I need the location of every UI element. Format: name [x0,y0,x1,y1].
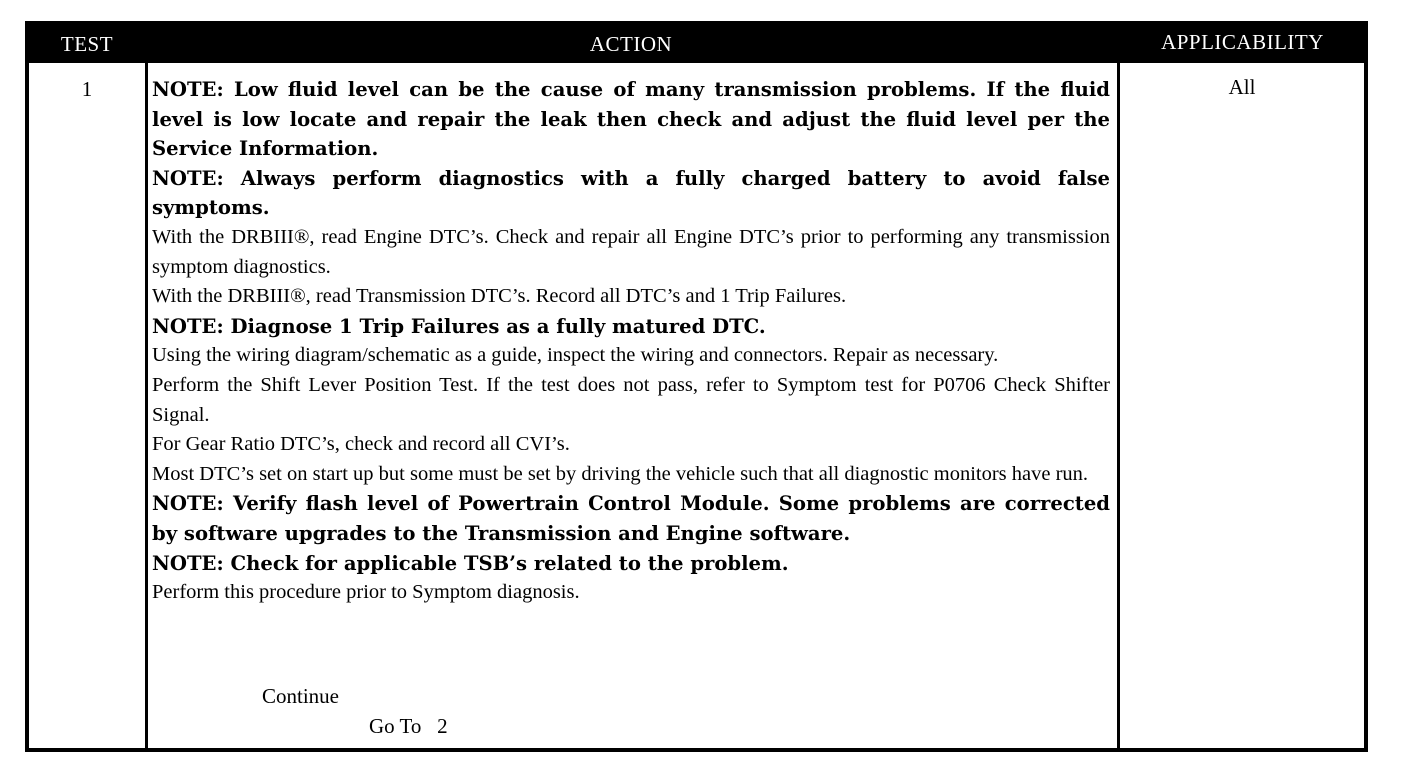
action-line: NOTE: Check for applicable TSB’s related to the problem. [152,551,789,575]
action-line: NOTE: Diagnose 1 Trip Failures as a fully matured DTC. [152,314,766,338]
action-line: Perform this procedure prior to Symptom diagnosis. [152,581,580,604]
action-line: NOTE: Low fluid level can be the cause of many transmission problems. If the fluid level is low locate and repair the leak then check and adjust the fluid level per the Service Information. [152,78,1110,161]
header-action: ACTION [589,32,673,56]
action-line: NOTE: Always perform diagnostics with a fully charged battery to avoid false symptoms. [152,166,1110,220]
action-line: With the DRBIII®, read Engine DTC’s. Check and repair all Engine DTC’s prior to performing any transmission symptom diagnostics. [152,225,1110,278]
action-line: For Gear Ratio DTC’s, check and record all CVI’s. [152,433,570,456]
action-cell [152,75,1110,608]
header-test: TEST [60,32,114,56]
action-line: Using the wiring diagram/schematic as a guide, inspect the wiring and connectors. Repair as necessary. [152,344,999,367]
goto-label: Go To 2 [369,714,448,738]
header-applicability: APPLICABILITY [1161,30,1324,54]
action-line: With the DRBIII®, read Transmission DTC’s. Record all DTC’s and 1 Trip Failures. [152,285,847,308]
continue-label: Continue [262,684,339,708]
test-number: 1 [81,77,93,101]
column-divider [145,63,148,748]
action-line: NOTE: Verify flash level of Powertrain Control Module. Some problems are corrected by software upgrades to the Transmission and Engine software. [152,492,1110,545]
action-line: Most DTC’s set on start up but some must be set by driving the vehicle such that all diagnostic monitors have run. [152,462,1089,485]
table-header [29,25,1364,63]
action-line: Perform the Shift Lever Position Test. If the test does not pass, refer to Symptom test for P0706 Check Shifter Signal. [152,373,1110,426]
diagnostic-table [25,21,1368,752]
applicability-value: All [1228,75,1256,99]
column-divider [1117,63,1120,748]
